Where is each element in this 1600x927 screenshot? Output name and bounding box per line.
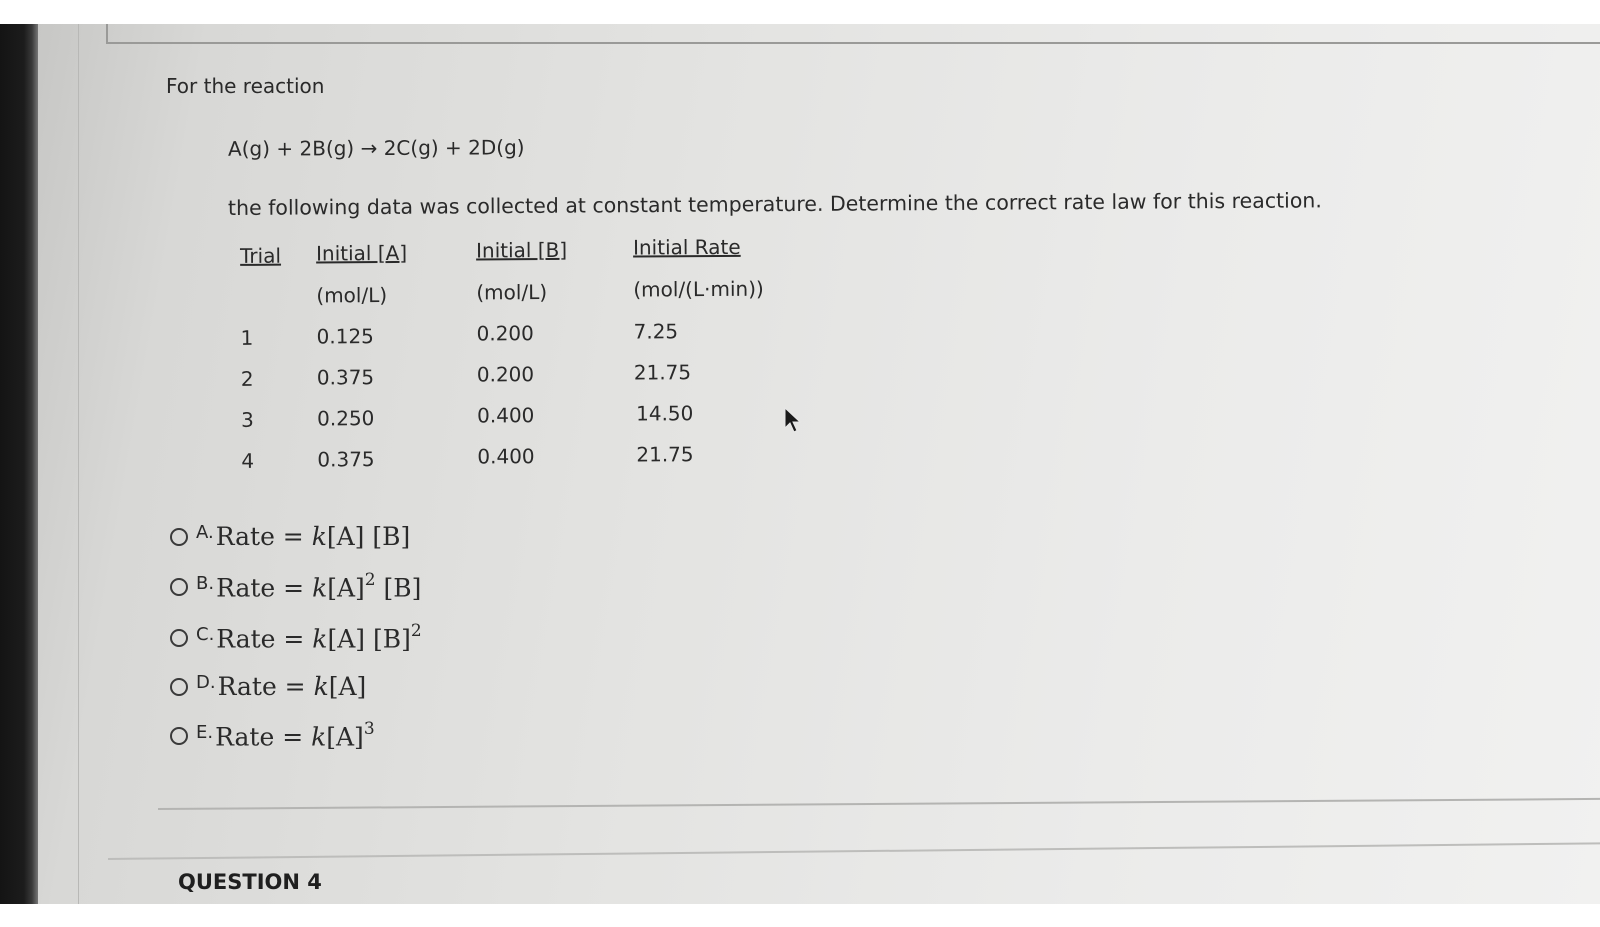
radio-button[interactable]	[170, 578, 188, 596]
header-initial-b: Initial [B]	[476, 237, 568, 263]
unit-b: (mol/L)	[476, 280, 548, 305]
section-divider	[108, 842, 1600, 860]
option-c[interactable]	[170, 623, 422, 653]
table-cell-trial: 3	[241, 407, 254, 432]
previous-question-frame	[106, 24, 1600, 44]
option-formula: Rate = k[A] [B]	[215, 522, 411, 551]
header-trial: Trial	[240, 243, 282, 268]
table-cell-a: 0.375	[317, 447, 375, 472]
option-formula: Rate = k[A]	[217, 672, 367, 701]
table-cell-rate: 21.75	[633, 360, 692, 385]
unit-a: (mol/L)	[316, 283, 388, 308]
option-letter: E.	[196, 721, 214, 743]
monitor-bezel	[0, 24, 40, 904]
question-prompt: For the reaction	[166, 74, 325, 98]
option-formula: Rate = k[A] $[B]^2$	[216, 621, 422, 654]
table-cell-rate: 7.25	[633, 319, 679, 344]
radio-button[interactable]	[170, 528, 188, 546]
table-cell-b: 0.200	[476, 362, 535, 387]
option-b[interactable]	[170, 572, 421, 602]
option-letter: C.	[196, 623, 215, 645]
table-cell-trial: 2	[240, 366, 254, 391]
radio-button[interactable]	[170, 629, 188, 647]
unit-rate: (mol/(L·min))	[633, 276, 764, 302]
radio-button[interactable]	[170, 678, 188, 696]
option-letter: B.	[196, 572, 215, 594]
quiz-screen	[38, 24, 1600, 904]
table-cell-b: 0.400	[477, 444, 535, 469]
photo-bottom-edge	[0, 904, 1600, 927]
option-e[interactable]	[170, 721, 375, 751]
next-question-heading: QUESTION 4	[178, 870, 322, 894]
table-cell-trial: 4	[241, 448, 255, 473]
page-left-border	[78, 24, 79, 904]
table-cell-a: 0.375	[316, 365, 375, 390]
table-cell-a: 0.125	[316, 324, 374, 349]
section-divider	[158, 798, 1600, 810]
radio-button[interactable]	[170, 727, 188, 745]
reaction-equation: A(g) + 2B(g) → 2C(g) + 2D(g)	[227, 135, 525, 161]
option-letter: A.	[196, 522, 214, 543]
option-letter: D.	[196, 672, 216, 693]
table-cell-rate: 14.50	[636, 401, 694, 426]
option-d[interactable]	[170, 672, 366, 701]
table-cell-b: 0.400	[477, 403, 535, 428]
header-initial-rate: Initial Rate	[632, 234, 741, 260]
mouse-cursor-icon	[783, 406, 803, 434]
table-cell-b: 0.200	[476, 321, 534, 346]
table-cell-a: 0.250	[317, 406, 375, 431]
table-cell-trial: 1	[240, 325, 254, 350]
option-formula: Rate = $k[A]^3$	[215, 719, 375, 752]
option-formula: Rate = $k[A]^2$ [B]	[216, 570, 422, 603]
table-cell-rate: 21.75	[636, 442, 694, 467]
question-instruction: the following data was collected at constant temperature. Determine the correct rate law for this reaction.	[227, 188, 1322, 220]
option-a[interactable]	[170, 522, 410, 551]
header-initial-a: Initial [A]	[316, 240, 408, 266]
